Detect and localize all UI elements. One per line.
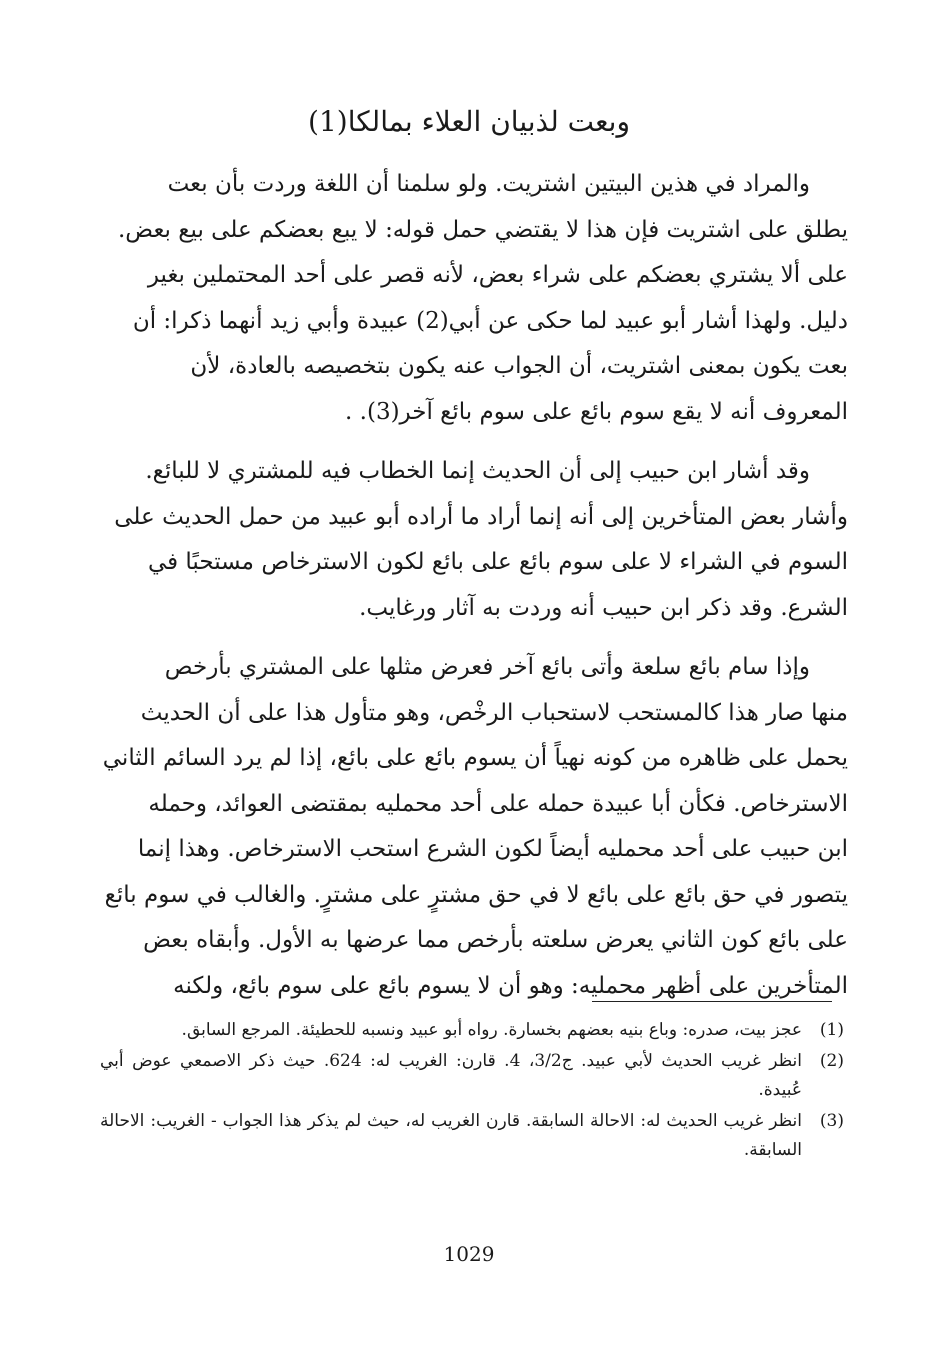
footnote-2 [100,1047,844,1105]
text-line: على بائع كون الثاني يعرض سلعته بأرخص مما عرضها به الأول. وأبقاه بعض [143,927,848,953]
text-line: يحمل على ظاهره من كونه نهياً أن يسوم بائع على بائع، إذا لم يرد السائم الثاني [102,745,848,771]
text-line: والمراد في هذين البيتين اشتريت. ولو سلمنا أن اللغة وردت بأن بعت [167,171,810,197]
text-line: الاسترخاص. فكأن أبا عبيدة حمله على أحد محمليه بمقتضى العوائد، وحمله [148,790,848,817]
text-line: دليل. ولهذا أشار أبو عبيد لما حكى عن أبي(2) عبيدة وأبي زيد أنهما ذكرا: أن [132,307,848,334]
paragraph-2 [96,449,848,631]
footnote-number: (2) [819,1051,844,1071]
text-line: يطلق على اشتريت فإن هذا لا يقتضي حمل قوله: لا يبع بعضكم على بيع بعض. [117,216,848,243]
text-line: ابن حبيب على أحد محمليه أيضاً لكون الشرع استحب الاسترخاص. وهذا إنما [137,836,848,862]
text-line: يتصور في حق بائع على بائع لا في حق مشترٍ على مشترٍ. والغالب في سوم بائع [104,881,848,908]
footnote-divider [592,1001,832,1002]
page-number: 1029 [443,1242,495,1266]
text-line: على ألا يشتري بعضكم على شراء بعض، لأنه قصر على أحد المحتملين بغير [147,262,848,288]
body-text [96,162,848,1023]
text-line: وإذا سام بائع سلعة وأتى بائع آخر فعرض مثلها على المشتري بأرخص [164,654,810,680]
text-line: السوم في الشراء لا على سوم بائع على بائع لكون الاسترخاص مستحبًا في [147,549,848,575]
footnote-number: (3) [819,1111,844,1131]
paragraph-1 [96,162,848,435]
footnote-text: انظر غريب الحديث له: الاحالة السابقة. قارن الغريب له، حيث لم يذكر هذا الجواب - الغريب: الاحالة السابقة. [100,1111,802,1160]
text-line: وقد أشار ابن حبيب إلى أن الحديث إنما الخطاب فيه للمشتري لا للبائع. [145,458,810,484]
text-line: المتأخرين على أظهر محمليه: وهو أن لا يسوم بائع على سوم بائع، ولكنه [173,972,848,999]
footnote-1 [100,1016,844,1045]
footnotes [100,1016,844,1167]
paragraph-3 [96,645,848,1009]
text-line: منها صار هذا كالمستحب لاستحباب الرخْص، وهو متأول هذا على أن الحديث [140,699,848,726]
text-line: بعت يكون بمعنى اشتريت، أن الجواب عنه يكون بتخصيصه بالعادة، لأن [190,353,848,379]
footnote-text: انظر غريب الحديث لأبي عبيد. ج3/2، 4. قارن: الغريب له: 624. حيث ذكر الاصمعي عوض أبي عُبيدة. [100,1051,802,1100]
footnote-number: (1) [819,1020,844,1040]
text-line: وأشار بعض المتأخرين إلى أنه إنما أراد ما أراده أبو عبيد من حمل الحديث على [114,503,848,530]
verse-line: وبعت لذبيان العلاء بمالكا(1) [308,105,630,138]
footnote-text: عجز بيت، صدره: وباع بنيه بعضهم بخسارة. رواه أبو عبيد ونسبه للحطيئة. المرجع السابق. [181,1020,802,1040]
footnote-3 [100,1107,844,1165]
text-line: المعروف أنه لا يقع سوم بائع على سوم بائع آخر(3). . [345,398,848,425]
text-line: الشرع. وقد ذكر ابن حبيب أنه وردت به آثار ورغايب. [359,594,848,621]
